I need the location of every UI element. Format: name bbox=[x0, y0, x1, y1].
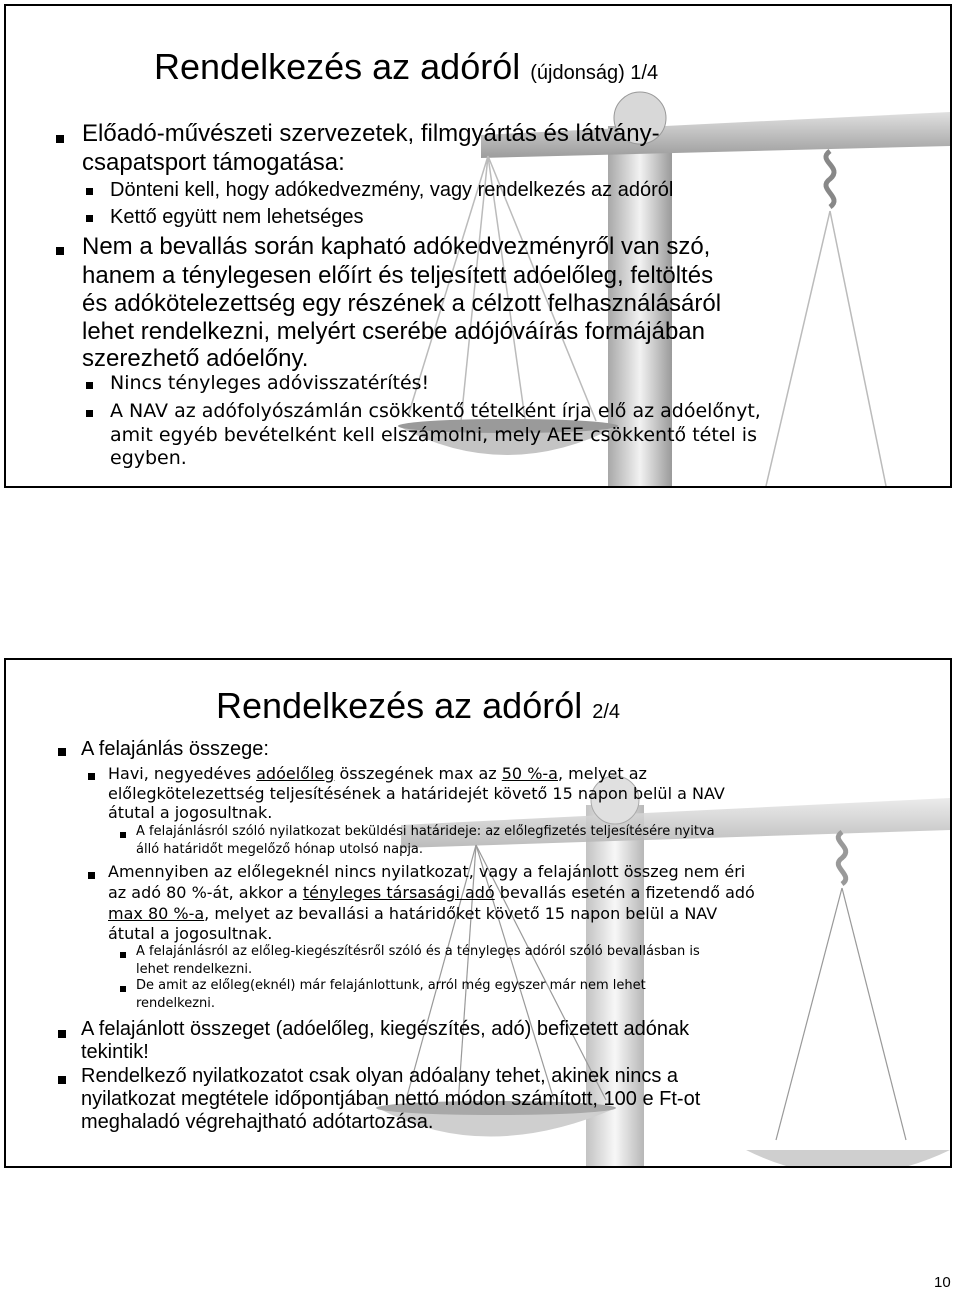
sub-bullet-text: Nincs tényleges adóvisszatérítés! bbox=[110, 372, 430, 394]
sub-bullet-text: átutal a jogosultnak. bbox=[108, 924, 273, 943]
bullet-text: hanem a ténylegesen előírt és teljesített adóelőleg, feltöltés bbox=[82, 262, 714, 289]
detail-text: De amit az előleg(eknél) már felajánlottunk, arról még egyszer már nem lehet bbox=[136, 978, 646, 993]
detail-text: rendelkezni. bbox=[136, 996, 216, 1011]
detail-text: A felajánlásról az előleg-kiegészítésről szóló és a tényleges adóról szóló bevallásban is bbox=[136, 944, 700, 959]
sub-bullet-text: Amennyiben az előlegeknél nincs nyilatkozat, vagy a felajánlott összeg nem éri bbox=[108, 862, 746, 881]
bullet-square-icon bbox=[58, 748, 66, 756]
bullet-square-icon bbox=[86, 215, 93, 222]
bullet-square-icon bbox=[88, 872, 95, 879]
bullet-square-icon bbox=[86, 410, 93, 417]
sub-bullet-text: A NAV az adófolyószámlán csökkentő tételként írja elő az adóelőnyt, bbox=[110, 400, 761, 422]
bullet-text: nyilatkozat megtétele időpontjában nettó módon számított, 100 e Ft-ot bbox=[81, 1088, 701, 1110]
sub-bullet-text: előlegkötelezettség teljesítésének a határidejét követő 15 napon belül a NAV bbox=[108, 784, 725, 803]
bullet-text: meghaladó végrehajtható adótartozása. bbox=[81, 1111, 434, 1133]
bullet-text: és adókötelezettség egy részének a célzott felhasználásáról bbox=[82, 290, 722, 317]
bullet-square-icon bbox=[56, 135, 64, 143]
bullet-square-icon bbox=[58, 1030, 66, 1038]
sub-bullet-text: Havi, negyedéves adóelőleg összegének max az 50 %-a, melyet az bbox=[108, 764, 647, 783]
bullet-square-icon bbox=[86, 382, 93, 389]
bullet-square-icon bbox=[120, 952, 126, 958]
bullet-text: tekintik! bbox=[81, 1041, 149, 1063]
bullet-text: Előadó-művészeti szervezetek, filmgyártás és látvány- bbox=[82, 120, 660, 147]
bullet-text: lehet rendelkezni, melyért cserébe adójóváírás formájában bbox=[82, 318, 706, 345]
bullet-text: A felajánlás összege: bbox=[81, 738, 269, 760]
slide-1 bbox=[4, 4, 952, 488]
bullet-square-icon bbox=[120, 986, 126, 992]
bullet-text: Nem a bevallás során kapható adókedvezményről van szó, bbox=[82, 233, 711, 260]
bullet-square-icon bbox=[56, 247, 64, 255]
underlined-text: tényleges társasági adó bbox=[302, 883, 495, 902]
bullet-text: Rendelkező nyilatkozatot csak olyan adóalany tehet, akinek nincs a bbox=[81, 1065, 679, 1087]
bullet-square-icon bbox=[86, 188, 93, 195]
slide-2 bbox=[4, 658, 952, 1168]
sub-bullet-text: Dönteni kell, hogy adókedvezmény, vagy rendelkezés az adóról bbox=[110, 179, 674, 201]
slide-title: Rendelkezés az adóról (újdonság) 1/4 bbox=[154, 46, 659, 87]
sub-bullet-text: átutal a jogosultnak. bbox=[108, 803, 273, 822]
bullet-text: csapatsport támogatása: bbox=[82, 149, 345, 176]
detail-text: álló határidőt megelőző hónap utolsó napja. bbox=[136, 842, 424, 857]
title-suffix: (újdonság) 1/4 bbox=[530, 62, 659, 84]
bullet-square-icon bbox=[88, 773, 95, 780]
bullet-square-icon bbox=[120, 832, 126, 838]
sub-bullet-text: Kettő együtt nem lehetséges bbox=[110, 206, 364, 228]
title-suffix: 2/4 bbox=[592, 701, 621, 723]
detail-text: A felajánlásról szóló nyilatkozat beküldési határideje: az előlegfizetés teljesítésére nyitva bbox=[136, 824, 715, 839]
bullet-text: szerezhető adóelőny. bbox=[82, 345, 309, 372]
sub-bullet-text: az adó 80 %-át, akkor a tényleges társasági adó bevallás esetén a fizetendő adó bbox=[108, 883, 755, 902]
underlined-text: max 80 %-a bbox=[108, 904, 205, 923]
bullet-square-icon bbox=[58, 1076, 66, 1084]
bullet-text: A felajánlott összeget (adóelőleg, kiegészítés, adó) befizetett adónak bbox=[81, 1018, 690, 1040]
sub-bullet-text: egyben. bbox=[110, 447, 187, 469]
underlined-text: adóelőleg bbox=[256, 764, 335, 783]
page-number: 10 bbox=[934, 1274, 951, 1291]
slide-title: Rendelkezés az adóról 2/4 bbox=[216, 685, 621, 726]
underlined-text: 50 %-a bbox=[501, 764, 558, 783]
sub-bullet-text: max 80 %-a, melyet az bevallási a határidőket követő 15 napon belül a NAV bbox=[108, 904, 718, 923]
detail-text: lehet rendelkezni. bbox=[136, 962, 253, 977]
sub-bullet-text: amit egyéb bevételként kell elszámolni, mely AEE csökkentő tétel is bbox=[110, 424, 757, 446]
